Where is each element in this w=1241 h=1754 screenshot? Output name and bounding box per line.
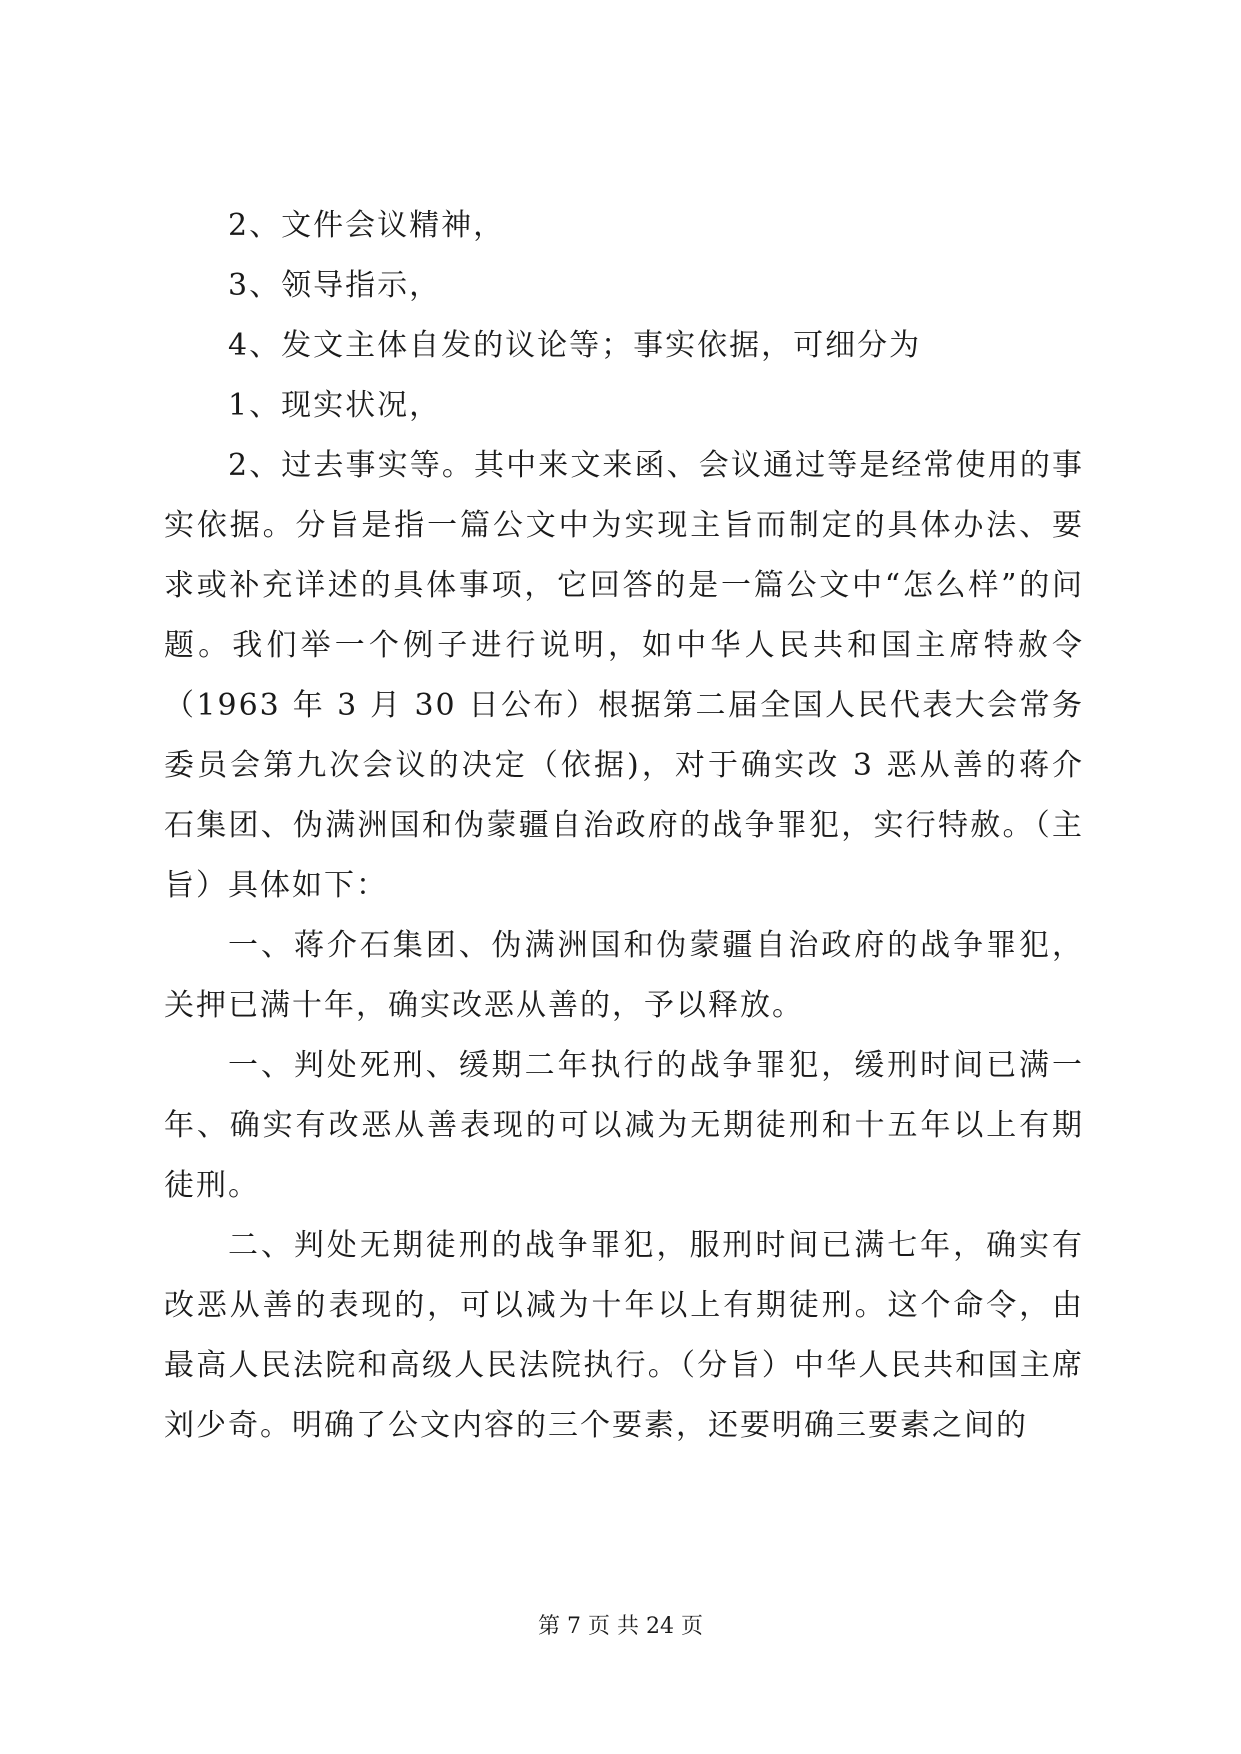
paragraph: 一、判处死刑、缓期二年执行的战争罪犯，缓刑时间已满一年、确实有改恶从善表现的可以减为无期徒刑和十五年以上有期徒刑。 [164,1048,1084,1203]
paragraph: 1、现实状况， [228,388,442,423]
paragraph: 2、过去事实等。其中来文来函、会议通过等是经常使用的事实依据。分旨是指一篇公文中为实现主旨而制定的具体办法、要求或补充详述的具体事项，它回答的是一篇公文中“怎么样”的问题。我们举一个例子进行说明，如中华人民共和国主席特赦令（1963 年 3 月 30 日公布）根据第二届全国人民代表大会常务委员会第九次会议的决定（依据)，对于确实改 3 恶从善的蒋介石集团、伪满洲国和伪蒙疆自治政府的战争罪犯，实行特赦。（主旨）具体如下： [164,448,1084,903]
paragraph: 二、判处无期徒刑的战争罪犯，服刑时间已满七年，确实有改恶从善的表现的，可以减为十年以上有期徒刑。这个命令，由最高人民法院和高级人民法院执行。（分旨）中华人民共和国主席刘少奇。明确了公文内容的三个要素，还要明确三要素之间的 [164,1228,1084,1443]
paragraph: 一、蒋介石集团、伪满洲国和伪蒙疆自治政府的战争罪犯，关押已满十年，确实改恶从善的，予以释放。 [164,928,1084,1023]
paragraph: 4、发文主体自发的议论等；事实依据，可细分为 [228,328,922,363]
page-number-footer: 第 7 页 共 24 页 [538,1614,703,1639]
paragraph: 3、领导指示， [228,268,442,303]
document-body [164,196,1084,1456]
paragraph: 2、文件会议精神， [228,208,506,243]
